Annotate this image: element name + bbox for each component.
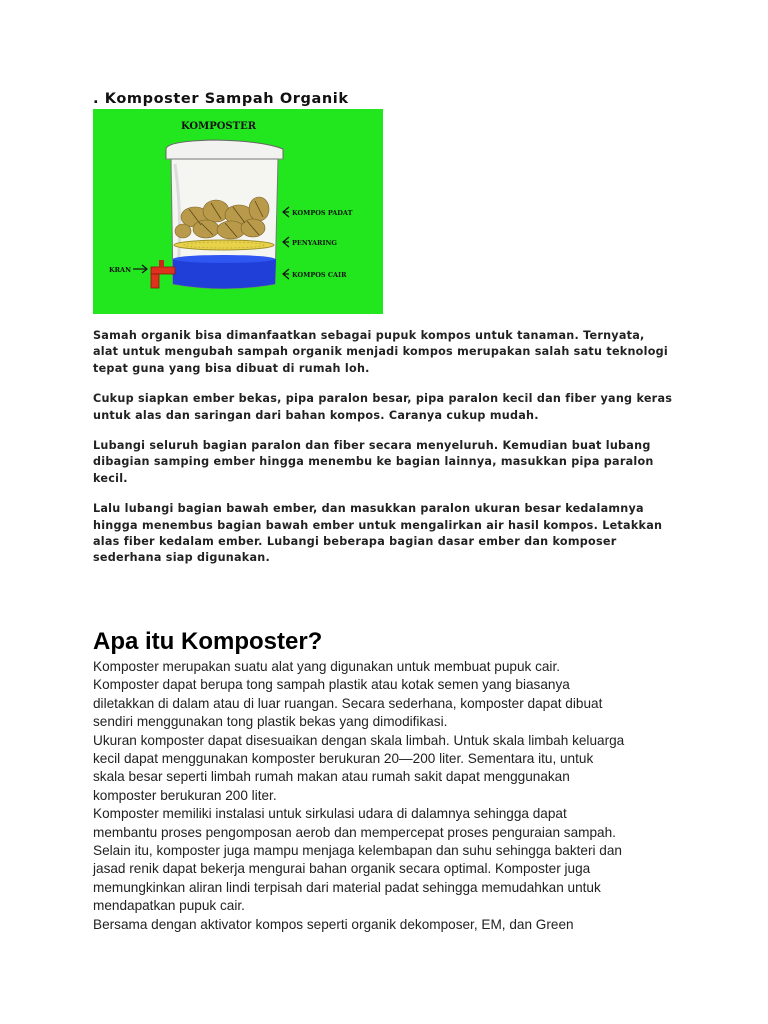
body-line: Komposter merupakan suatu alat yang digunakan untuk membuat pupuk cair. (93, 659, 561, 674)
intro-text (93, 328, 673, 581)
body-line: mendapatkan pupuk cair. (93, 898, 245, 914)
body-line: jasad renik dapat bekerja mengurai bahan organik secara optimal. Komposter juga (93, 861, 591, 877)
body-line: Ukuran komposter dapat disesuaikan dengan skala limbah. Untuk skala limbah keluarga (93, 732, 625, 748)
intro-paragraph: Lalu lubangi bagian bawah ember, dan masukkan paralon ukuran besar kedalamnya hingga menembus bagian bawah ember untuk mengalirkan air hasil kompos. Letakkan alas fiber kedalam ember. Lubangi beberapa bagian dasar ember dan komposer sederhana siap digunakan. (93, 502, 663, 565)
diagram-heading: KOMPOSTER (181, 121, 257, 132)
intro-paragraph: Samah organik bisa dimanfaatkan sebagai pupuk kompos untuk tanaman. Ternyata, alat untuk mengubah sampah organik menjadi kompos merupakan salah satu teknologi tepat guna yang bisa dibuat di rumah loh. (93, 329, 668, 375)
komposter-diagram (93, 109, 383, 314)
body-line: membantu proses pengomposan aerob dan mempercepat proses penguraian sampah. (93, 824, 616, 840)
body-line: Bersama dengan aktivator kompos seperti organik dekomposer, EM, dan Green (93, 916, 574, 932)
body-line: Komposter memiliki instalasi untuk sirkulasi udara di dalamnya sehingga dapat (93, 806, 567, 822)
body-line: skala besar seperti limbah rumah makan atau rumah sakit dapat menggunakan (93, 769, 570, 785)
intro-paragraph: Lubangi seluruh bagian paralon dan fiber secara menyeluruh. Kemudian buat lubang dibagian samping ember hingga menembu ke bagian lainnya, masukkan pipa paralon kecil. (93, 439, 654, 485)
article-heading: Apa itu Komposter? (93, 628, 323, 655)
body-line: Komposter dapat berupa tong sampah plastik atau kotak semen yang biasanya (93, 677, 570, 693)
intro-paragraph: Cukup siapkan ember bekas, pipa paralon besar, pipa paralon kecil dan fiber yang keras untuk alas dan saringan dari bahan kompos. Caranya cukup mudah. (93, 392, 673, 422)
label-kran: KRAN (109, 266, 132, 274)
section-title: . Komposter Sampah Organik (93, 91, 349, 107)
body-line: memungkinkan aliran lindi terpisah dari material padat sehingga memudahkan untuk (93, 879, 601, 895)
body-line: diletakkan di dalam atau di luar ruangan. Secara sederhana, komposter dapat dibuat (93, 695, 603, 711)
label-kompos-padat: KOMPOS PADAT (292, 209, 353, 217)
body-line: Selain itu, komposter juga mampu menjaga kelembapan dan suhu sehingga bakteri dan (93, 843, 622, 859)
label-kompos-cair: KOMPOS CAIR (292, 271, 347, 279)
liquid-compost (173, 259, 276, 289)
faucet (151, 260, 175, 288)
bucket-lid (166, 140, 283, 159)
body-line: komposter berukuran 200 liter. (93, 787, 277, 803)
label-penyaring: PENYARING (292, 239, 337, 247)
body-line: kecil dapat menggunakan komposter berukuran 20—200 liter. Sementara itu, untuk (93, 751, 594, 767)
article-body (93, 658, 683, 934)
body-line: sendiri menggunakan tong plastik bekas yang dimodifikasi. (93, 714, 448, 730)
filter-plate (174, 240, 274, 250)
